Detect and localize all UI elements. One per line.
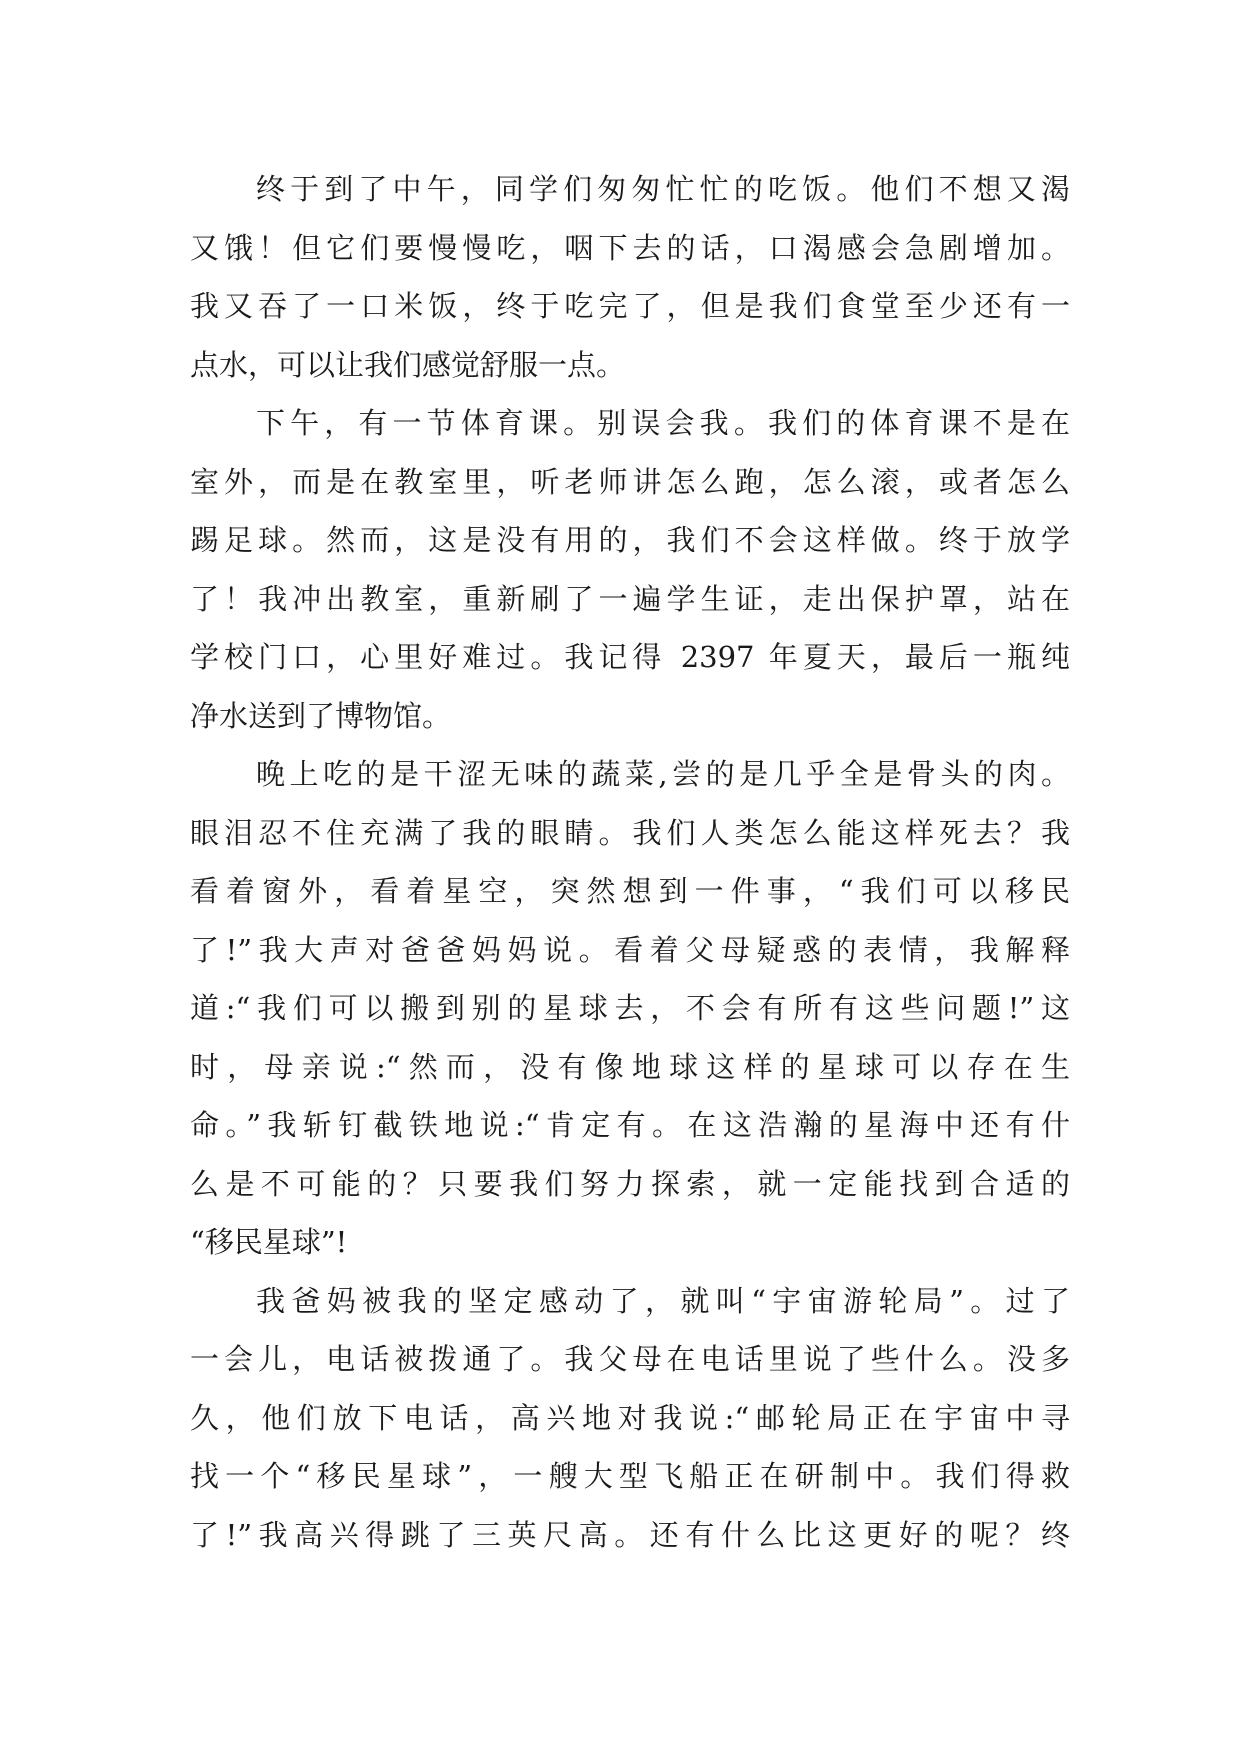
text-line: 点水，可以让我们感觉舒服一点。 <box>190 347 626 382</box>
text-line: 久，他们放下电话，高兴地对我说:“邮轮局正在宇宙中寻 <box>190 1400 1070 1435</box>
text-line: 我又吞了一口米饭，终于吃完了，但是我们食堂至少还有一 <box>190 289 1070 323</box>
text-line: 终于到了中午，同学们匆匆忙忙的吃饭。他们不想又渴 <box>256 172 1070 206</box>
text-line: 晚上吃的是干涩无味的蔬菜,尝的是几乎全是骨头的肉。 <box>256 757 1070 791</box>
text-line: 又饿！但它们要慢慢吃，咽下去的话，口渴感会急剧增加。 <box>190 230 1070 265</box>
text-line: 命。”我斩钉截铁地说:“肯定有。在这浩瀚的星海中还有什 <box>190 1108 1070 1142</box>
text-line: 了!”我高兴得跳了三英尺高。还有什么比这更好的呢？终 <box>190 1517 1070 1552</box>
text-line: “移民星球”! <box>190 1225 348 1259</box>
text-line: 一会儿，电话被拨通了。我父母在电话里说了些什么。没多 <box>190 1342 1070 1376</box>
text-line: 眼泪忍不住充满了我的眼睛。我们人类怎么能这样死去？我 <box>190 815 1070 850</box>
text-line: 了！我冲出教室，重新刷了一遍学生证，走出保护罩，站在 <box>190 581 1070 616</box>
text-line: 室外，而是在教室里，听老师讲怎么跑，怎么滚，或者怎么 <box>190 464 1070 499</box>
text-line: 么是不可能的？只要我们努力探索，就一定能找到合适的 <box>190 1166 1070 1201</box>
text-line: 了!”我大声对爸爸妈妈说。看着父母疑惑的表情，我解释 <box>190 932 1070 967</box>
text-line: 道:“我们可以搬到别的星球去，不会有所有这些问题!”这 <box>190 991 1070 1025</box>
text-line: 下午，有一节体育课。别误会我。我们的体育课不是在 <box>256 406 1070 440</box>
text-line: 学校门口，心里好难过。我记得 2397 年夏天，最后一瓶纯 <box>190 640 1070 674</box>
text-line: 净水送到了博物馆。 <box>190 698 452 733</box>
text-line: 踢足球。然而，这是没有用的，我们不会这样做。终于放学 <box>190 523 1070 557</box>
body-text <box>190 160 1070 1564</box>
text-line: 时，母亲说:“然而，没有像地球这样的星球可以存在生 <box>190 1049 1070 1084</box>
text-line: 看着窗外，看着星空，突然想到一件事，“我们可以移民 <box>190 874 1070 908</box>
text-line: 我爸妈被我的坚定感动了，就叫“宇宙游轮局”。过了 <box>256 1283 1070 1318</box>
text-line: 找一个“移民星球”，一艘大型飞船正在研制中。我们得救 <box>190 1459 1070 1493</box>
